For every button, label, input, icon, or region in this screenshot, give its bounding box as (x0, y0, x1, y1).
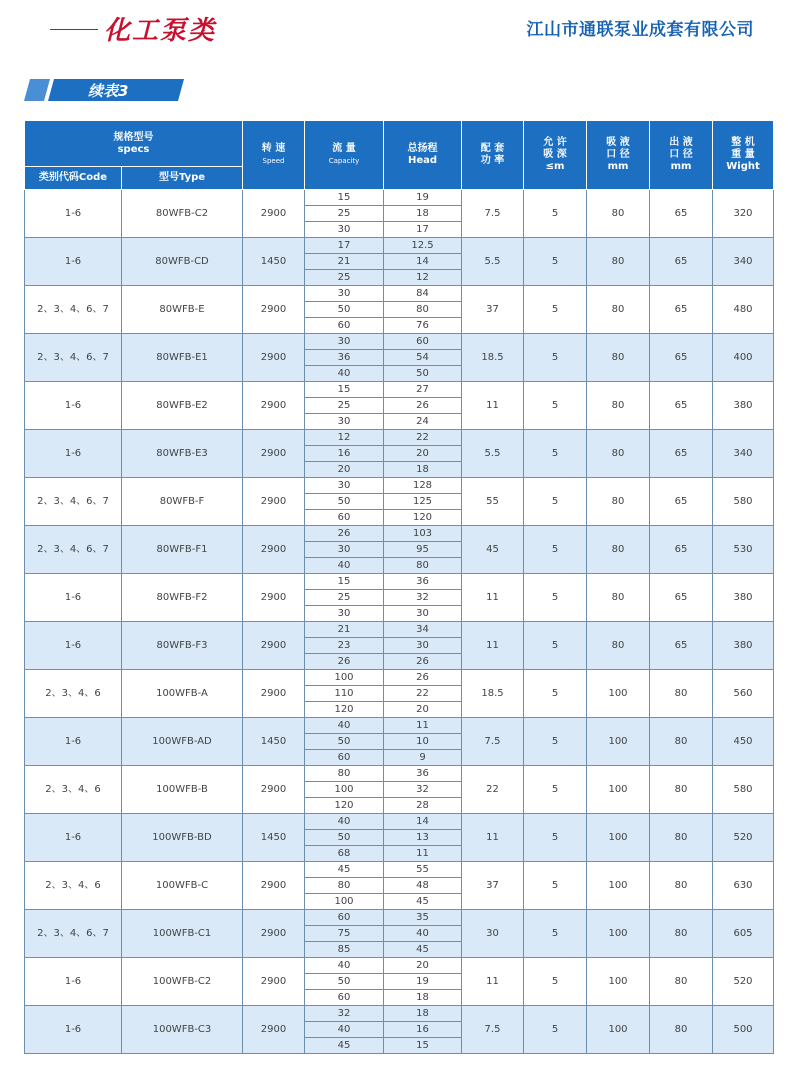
head-cell: 26 (384, 654, 462, 670)
capacity-cell: 12 (305, 430, 384, 446)
category-code-cell: 2、3、4、6、7 (25, 286, 122, 334)
outlet-cell: 80 (650, 862, 713, 910)
table-row (25, 766, 774, 782)
capacity-cell: 21 (305, 254, 384, 270)
speed-cell: 2900 (243, 382, 305, 430)
table-row (25, 718, 774, 734)
suction-cell: 5 (524, 910, 587, 958)
suction-cell: 5 (524, 766, 587, 814)
outlet-cell: 65 (650, 190, 713, 238)
head-cell: 120 (384, 510, 462, 526)
weight-cell: 480 (713, 286, 774, 334)
table-row (25, 286, 774, 302)
table-row (25, 382, 774, 398)
head-cell: 19 (384, 974, 462, 990)
capacity-cell: 60 (305, 990, 384, 1006)
table-row (25, 526, 774, 542)
head-cell: 36 (384, 766, 462, 782)
capacity-cell: 80 (305, 766, 384, 782)
type-cell: 100WFB-B (122, 766, 243, 814)
inlet-cell: 80 (587, 430, 650, 478)
head-cell: 18 (384, 462, 462, 478)
power-cell: 30 (462, 910, 524, 958)
head-cell: 11 (384, 846, 462, 862)
power-cell: 11 (462, 382, 524, 430)
capacity-cell: 30 (305, 542, 384, 558)
table-row (25, 814, 774, 830)
head-cell: 76 (384, 318, 462, 334)
inlet-cell: 100 (587, 718, 650, 766)
inlet-cell: 100 (587, 766, 650, 814)
head-cell: 11 (384, 718, 462, 734)
suction-cell: 5 (524, 862, 587, 910)
capacity-cell: 40 (305, 1022, 384, 1038)
capacity-cell: 25 (305, 270, 384, 286)
outlet-cell: 80 (650, 766, 713, 814)
suction-cell: 5 (524, 718, 587, 766)
head-cell: 13 (384, 830, 462, 846)
capacity-cell: 60 (305, 318, 384, 334)
suction-cell: 5 (524, 382, 587, 430)
power-cell: 55 (462, 478, 524, 526)
capacity-cell: 26 (305, 654, 384, 670)
type-cell: 100WFB-A (122, 670, 243, 718)
type-cell: 100WFB-C3 (122, 1006, 243, 1054)
outlet-cell: 80 (650, 814, 713, 862)
table-row (25, 190, 774, 206)
weight-cell: 380 (713, 622, 774, 670)
table-row (25, 430, 774, 446)
category-code-cell: 2、3、4、6 (25, 766, 122, 814)
suction-cell: 5 (524, 286, 587, 334)
weight-cell: 520 (713, 958, 774, 1006)
suction-cell: 5 (524, 190, 587, 238)
capacity-cell: 20 (305, 462, 384, 478)
category-code-cell: 2、3、4、6、7 (25, 526, 122, 574)
outlet-cell: 65 (650, 286, 713, 334)
head-cell: 103 (384, 526, 462, 542)
capacity-cell: 30 (305, 414, 384, 430)
table-row (25, 574, 774, 590)
power-cell: 22 (462, 766, 524, 814)
table-row (25, 622, 774, 638)
capacity-cell: 30 (305, 286, 384, 302)
head-cell: 14 (384, 814, 462, 830)
header-rule (50, 29, 98, 30)
power-cell: 5.5 (462, 430, 524, 478)
page-header (0, 0, 790, 56)
head-cell: 12.5 (384, 238, 462, 254)
power-cell: 45 (462, 526, 524, 574)
category-code-cell: 2、3、4、6、7 (25, 910, 122, 958)
suction-cell: 5 (524, 334, 587, 382)
head-cell: 15 (384, 1038, 462, 1054)
capacity-cell: 120 (305, 798, 384, 814)
capacity-cell: 40 (305, 718, 384, 734)
capacity-cell: 60 (305, 750, 384, 766)
capacity-cell: 25 (305, 206, 384, 222)
capacity-cell: 45 (305, 862, 384, 878)
head-cell: 34 (384, 622, 462, 638)
head-cell: 10 (384, 734, 462, 750)
head-cell: 80 (384, 558, 462, 574)
head-cell: 80 (384, 302, 462, 318)
power-cell: 11 (462, 574, 524, 622)
head-cell: 30 (384, 638, 462, 654)
speed-cell: 2900 (243, 862, 305, 910)
speed-cell: 1450 (243, 718, 305, 766)
suction-cell: 5 (524, 526, 587, 574)
head-cell: 9 (384, 750, 462, 766)
suction-cell: 5 (524, 478, 587, 526)
weight-cell: 580 (713, 478, 774, 526)
head-cell: 50 (384, 366, 462, 382)
capacity-cell: 30 (305, 334, 384, 350)
header-speed: 转 速 Speed (243, 121, 305, 190)
table-header (25, 121, 774, 190)
type-cell: 80WFB-E3 (122, 430, 243, 478)
weight-cell: 560 (713, 670, 774, 718)
head-cell: 40 (384, 926, 462, 942)
capacity-cell: 21 (305, 622, 384, 638)
capacity-cell: 40 (305, 958, 384, 974)
capacity-cell: 75 (305, 926, 384, 942)
head-cell: 18 (384, 1006, 462, 1022)
type-cell: 80WFB-F (122, 478, 243, 526)
category-code-cell: 1-6 (25, 718, 122, 766)
capacity-cell: 15 (305, 190, 384, 206)
outlet-cell: 65 (650, 478, 713, 526)
head-cell: 36 (384, 574, 462, 590)
type-cell: 80WFB-F1 (122, 526, 243, 574)
capacity-cell: 80 (305, 878, 384, 894)
weight-cell: 320 (713, 190, 774, 238)
power-cell: 7.5 (462, 190, 524, 238)
head-cell: 48 (384, 878, 462, 894)
header-outlet: 出 液 口 径 mm (650, 121, 713, 190)
type-cell: 100WFB-C2 (122, 958, 243, 1006)
capacity-cell: 120 (305, 702, 384, 718)
capacity-cell: 40 (305, 814, 384, 830)
capacity-cell: 45 (305, 1038, 384, 1054)
head-cell: 84 (384, 286, 462, 302)
table-row (25, 1006, 774, 1022)
speed-cell: 2900 (243, 670, 305, 718)
capacity-cell: 50 (305, 494, 384, 510)
weight-cell: 400 (713, 334, 774, 382)
speed-cell: 2900 (243, 574, 305, 622)
type-cell: 80WFB-E2 (122, 382, 243, 430)
table-row (25, 670, 774, 686)
category-code-cell: 1-6 (25, 238, 122, 286)
weight-cell: 630 (713, 862, 774, 910)
category-code-cell: 1-6 (25, 430, 122, 478)
company-name: 江山市通联泵业成套有限公司 (526, 20, 754, 40)
speed-cell: 2900 (243, 1006, 305, 1054)
capacity-cell: 25 (305, 398, 384, 414)
outlet-cell: 65 (650, 526, 713, 574)
header-weight: 整 机 重 量 Wight (713, 121, 774, 190)
type-cell: 80WFB-F3 (122, 622, 243, 670)
capacity-cell: 60 (305, 910, 384, 926)
capacity-cell: 85 (305, 942, 384, 958)
capacity-cell: 15 (305, 574, 384, 590)
capacity-cell: 17 (305, 238, 384, 254)
inlet-cell: 100 (587, 958, 650, 1006)
head-cell: 128 (384, 478, 462, 494)
head-cell: 45 (384, 894, 462, 910)
type-cell: 80WFB-F2 (122, 574, 243, 622)
head-cell: 45 (384, 942, 462, 958)
inlet-cell: 100 (587, 814, 650, 862)
suction-cell: 5 (524, 622, 587, 670)
weight-cell: 380 (713, 574, 774, 622)
power-cell: 11 (462, 958, 524, 1006)
inlet-cell: 80 (587, 334, 650, 382)
outlet-cell: 80 (650, 958, 713, 1006)
head-cell: 35 (384, 910, 462, 926)
inlet-cell: 100 (587, 1006, 650, 1054)
type-cell: 100WFB-AD (122, 718, 243, 766)
head-cell: 95 (384, 542, 462, 558)
head-cell: 28 (384, 798, 462, 814)
category-code-cell: 1-6 (25, 574, 122, 622)
table-row (25, 910, 774, 926)
head-cell: 32 (384, 590, 462, 606)
type-cell: 80WFB-E1 (122, 334, 243, 382)
power-cell: 7.5 (462, 1006, 524, 1054)
inlet-cell: 100 (587, 910, 650, 958)
outlet-cell: 65 (650, 334, 713, 382)
inlet-cell: 100 (587, 670, 650, 718)
weight-cell: 450 (713, 718, 774, 766)
type-cell: 100WFB-C1 (122, 910, 243, 958)
table-body (25, 190, 774, 1054)
header-specs: 规格型号 specs (25, 121, 243, 167)
power-cell: 37 (462, 286, 524, 334)
section-tag (24, 79, 184, 101)
suction-cell: 5 (524, 238, 587, 286)
category-code-cell: 1-6 (25, 382, 122, 430)
head-cell: 54 (384, 350, 462, 366)
head-cell: 26 (384, 398, 462, 414)
head-cell: 55 (384, 862, 462, 878)
category-code-cell: 1-6 (25, 1006, 122, 1054)
capacity-cell: 100 (305, 670, 384, 686)
head-cell: 20 (384, 702, 462, 718)
capacity-cell: 30 (305, 478, 384, 494)
inlet-cell: 100 (587, 862, 650, 910)
inlet-cell: 80 (587, 238, 650, 286)
head-cell: 26 (384, 670, 462, 686)
weight-cell: 530 (713, 526, 774, 574)
capacity-cell: 100 (305, 782, 384, 798)
category-code-cell: 1-6 (25, 190, 122, 238)
capacity-cell: 110 (305, 686, 384, 702)
speed-cell: 2900 (243, 958, 305, 1006)
speed-cell: 2900 (243, 430, 305, 478)
head-cell: 16 (384, 1022, 462, 1038)
capacity-cell: 60 (305, 510, 384, 526)
speed-cell: 2900 (243, 766, 305, 814)
capacity-cell: 40 (305, 366, 384, 382)
head-cell: 20 (384, 958, 462, 974)
speed-cell: 2900 (243, 910, 305, 958)
capacity-cell: 50 (305, 830, 384, 846)
head-cell: 30 (384, 606, 462, 622)
section-title: 续表3 (88, 82, 129, 100)
head-cell: 17 (384, 222, 462, 238)
suction-cell: 5 (524, 958, 587, 1006)
capacity-cell: 15 (305, 382, 384, 398)
power-cell: 18.5 (462, 670, 524, 718)
capacity-cell: 30 (305, 222, 384, 238)
type-cell: 80WFB-CD (122, 238, 243, 286)
speed-cell: 2900 (243, 478, 305, 526)
suction-cell: 5 (524, 670, 587, 718)
outlet-cell: 65 (650, 238, 713, 286)
speed-cell: 2900 (243, 622, 305, 670)
inlet-cell: 80 (587, 622, 650, 670)
weight-cell: 520 (713, 814, 774, 862)
type-cell: 100WFB-C (122, 862, 243, 910)
capacity-cell: 25 (305, 590, 384, 606)
speed-cell: 2900 (243, 190, 305, 238)
capacity-cell: 16 (305, 446, 384, 462)
header-capacity: 流 量 Capacity (305, 121, 384, 190)
capacity-cell: 40 (305, 558, 384, 574)
outlet-cell: 65 (650, 574, 713, 622)
outlet-cell: 80 (650, 670, 713, 718)
table-row (25, 958, 774, 974)
inlet-cell: 80 (587, 526, 650, 574)
type-cell: 100WFB-BD (122, 814, 243, 862)
type-cell: 80WFB-C2 (122, 190, 243, 238)
capacity-cell: 68 (305, 846, 384, 862)
head-cell: 22 (384, 430, 462, 446)
inlet-cell: 80 (587, 286, 650, 334)
header-inlet: 吸 液 口 径 mm (587, 121, 650, 190)
suction-cell: 5 (524, 430, 587, 478)
power-cell: 11 (462, 814, 524, 862)
inlet-cell: 80 (587, 382, 650, 430)
category-code-cell: 1-6 (25, 958, 122, 1006)
outlet-cell: 80 (650, 718, 713, 766)
inlet-cell: 80 (587, 478, 650, 526)
category-code-cell: 2、3、4、6、7 (25, 334, 122, 382)
head-cell: 20 (384, 446, 462, 462)
speed-cell: 1450 (243, 814, 305, 862)
outlet-cell: 65 (650, 382, 713, 430)
category-code-cell: 1-6 (25, 814, 122, 862)
spec-table (24, 120, 774, 1054)
weight-cell: 380 (713, 382, 774, 430)
capacity-cell: 30 (305, 606, 384, 622)
header-head: 总扬程 Head (384, 121, 462, 190)
capacity-cell: 100 (305, 894, 384, 910)
weight-cell: 605 (713, 910, 774, 958)
weight-cell: 580 (713, 766, 774, 814)
category-code-cell: 1-6 (25, 622, 122, 670)
capacity-cell: 32 (305, 1006, 384, 1022)
category-code-cell: 2、3、4、6 (25, 862, 122, 910)
weight-cell: 340 (713, 430, 774, 478)
table-row (25, 238, 774, 254)
capacity-cell: 50 (305, 734, 384, 750)
head-cell: 32 (384, 782, 462, 798)
power-cell: 7.5 (462, 718, 524, 766)
header-category-code: 类别代码Code (25, 167, 122, 190)
brand-title: 化工泵类 (104, 16, 217, 46)
inlet-cell: 80 (587, 574, 650, 622)
type-cell: 80WFB-E (122, 286, 243, 334)
head-cell: 24 (384, 414, 462, 430)
outlet-cell: 65 (650, 622, 713, 670)
outlet-cell: 65 (650, 430, 713, 478)
head-cell: 12 (384, 270, 462, 286)
weight-cell: 340 (713, 238, 774, 286)
category-code-cell: 2、3、4、6 (25, 670, 122, 718)
capacity-cell: 36 (305, 350, 384, 366)
head-cell: 18 (384, 990, 462, 1006)
capacity-cell: 50 (305, 302, 384, 318)
power-cell: 11 (462, 622, 524, 670)
suction-cell: 5 (524, 1006, 587, 1054)
header-suction: 允 许 吸 深 ≤m (524, 121, 587, 190)
table-row (25, 862, 774, 878)
weight-cell: 500 (713, 1006, 774, 1054)
head-cell: 125 (384, 494, 462, 510)
category-code-cell: 2、3、4、6、7 (25, 478, 122, 526)
suction-cell: 5 (524, 574, 587, 622)
power-cell: 37 (462, 862, 524, 910)
head-cell: 14 (384, 254, 462, 270)
capacity-cell: 26 (305, 526, 384, 542)
table-row (25, 478, 774, 494)
inlet-cell: 80 (587, 190, 650, 238)
head-cell: 18 (384, 206, 462, 222)
head-cell: 22 (384, 686, 462, 702)
head-cell: 19 (384, 190, 462, 206)
speed-cell: 2900 (243, 334, 305, 382)
head-cell: 60 (384, 334, 462, 350)
header-power: 配 套 功 率 (462, 121, 524, 190)
suction-cell: 5 (524, 814, 587, 862)
capacity-cell: 50 (305, 974, 384, 990)
speed-cell: 2900 (243, 526, 305, 574)
capacity-cell: 23 (305, 638, 384, 654)
head-cell: 27 (384, 382, 462, 398)
power-cell: 18.5 (462, 334, 524, 382)
power-cell: 5.5 (462, 238, 524, 286)
speed-cell: 1450 (243, 238, 305, 286)
header-type: 型号Type (122, 167, 243, 190)
outlet-cell: 80 (650, 1006, 713, 1054)
table-row (25, 334, 774, 350)
outlet-cell: 80 (650, 910, 713, 958)
speed-cell: 2900 (243, 286, 305, 334)
